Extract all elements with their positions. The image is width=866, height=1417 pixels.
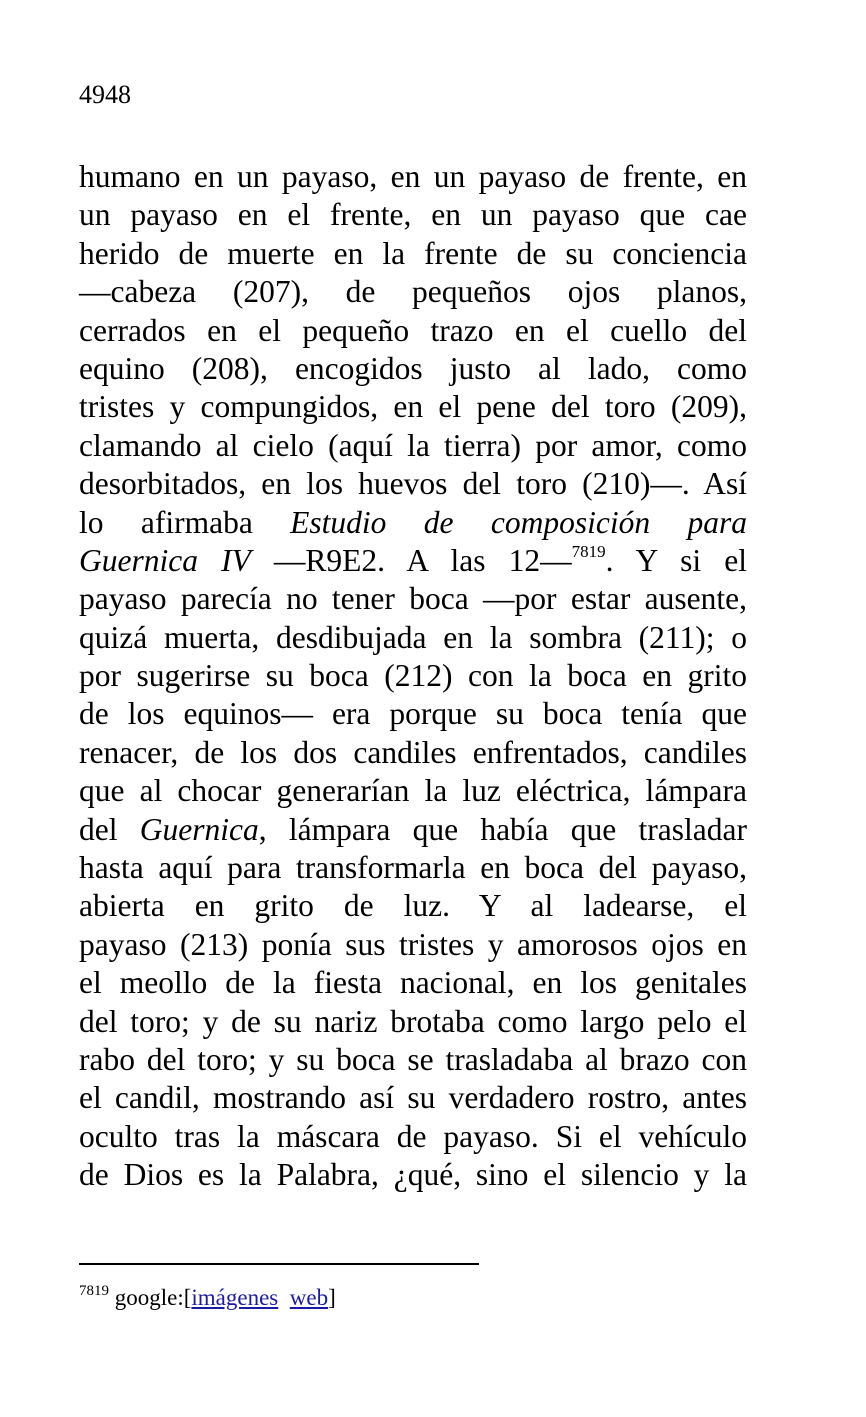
text-line: el meollo de la fiesta nacional, en los genitales xyxy=(79,965,747,1001)
text-line: un payaso en el frente, en un payaso que cae xyxy=(79,197,747,233)
text-line: herido de muerte en la frente de su conciencia xyxy=(79,235,747,271)
text-line: de los equinos— era porque su boca tenía que xyxy=(79,696,747,732)
footnote-divider xyxy=(79,1263,479,1265)
text-line: oculto tras la máscara de payaso. Si el vehículo xyxy=(79,1118,747,1154)
text-line: tristes y compungidos, en el pene del toro (209), xyxy=(79,389,747,425)
artwork-title: Guernica IV xyxy=(79,542,251,578)
text-line: humano en un payaso, en un payaso de frente, en xyxy=(79,159,747,194)
body-text xyxy=(79,158,747,1195)
text-line: quizá muerta, desdibujada en la sombra (211); o xyxy=(79,619,747,655)
text-line: payaso parecía no tener boca —por estar ausente, xyxy=(79,581,747,617)
text-line: del toro; y de su nariz brotaba como largo pelo el xyxy=(79,1003,747,1039)
footnote-reference[interactable]: 7819 xyxy=(571,541,606,561)
text-line: que al chocar generarían la luz eléctrica, lámpara xyxy=(79,773,747,809)
text-line: de Dios es la Palabra, ¿qué, sino el silencio y la xyxy=(79,1157,747,1193)
text-line: rabo del toro; y su boca se trasladaba al brazo con xyxy=(79,1041,747,1077)
text-run: del xyxy=(79,811,140,847)
images-link[interactable]: imágenes xyxy=(191,1285,279,1310)
text-line xyxy=(79,811,747,849)
footnote xyxy=(79,1283,336,1313)
text-run: . Y si el xyxy=(605,542,747,578)
web-link[interactable]: web xyxy=(289,1285,329,1310)
text-line: clamando al cielo (aquí la tierra) por amor, como xyxy=(79,427,747,463)
text-line: abierta en grito de luz. Y al ladearse, el xyxy=(79,888,747,924)
artwork-title: Estudio de composición para xyxy=(290,504,747,540)
footnote-prefix: google:[ xyxy=(109,1285,192,1310)
footnote-mark: 7819 xyxy=(79,1283,109,1299)
text-run: lo afirmaba xyxy=(79,504,291,540)
artwork-title: Guernica xyxy=(139,811,259,847)
page-number: 4948 xyxy=(79,80,131,109)
text-line xyxy=(79,542,747,580)
text-line: payaso (213) ponía sus tristes y amorosos ojos en xyxy=(79,926,747,962)
text-run: —R9E2. A las 12— xyxy=(250,542,572,578)
footnote-suffix: ] xyxy=(328,1285,336,1310)
text-line: desorbitados, en los huevos del toro (210)—. Así xyxy=(79,466,747,502)
text-line: hasta aquí para transformarla en boca del payaso, xyxy=(79,850,747,886)
text-run: , lámpara que había que trasladar xyxy=(258,811,747,847)
text-line: por sugerirse su boca (212) con la boca en grito xyxy=(79,658,747,694)
text-line: cerrados en el pequeño trazo en el cuello del xyxy=(79,312,747,348)
text-line: —cabeza (207), de pequeños ojos planos, xyxy=(79,274,747,310)
text-line: el candil, mostrando así su verdadero rostro, antes xyxy=(79,1080,747,1116)
text-line xyxy=(79,504,747,542)
text-line: renacer, de los dos candiles enfrentados, candiles xyxy=(79,734,747,770)
text-line: equino (208), encogidos justo al lado, como xyxy=(79,350,747,386)
